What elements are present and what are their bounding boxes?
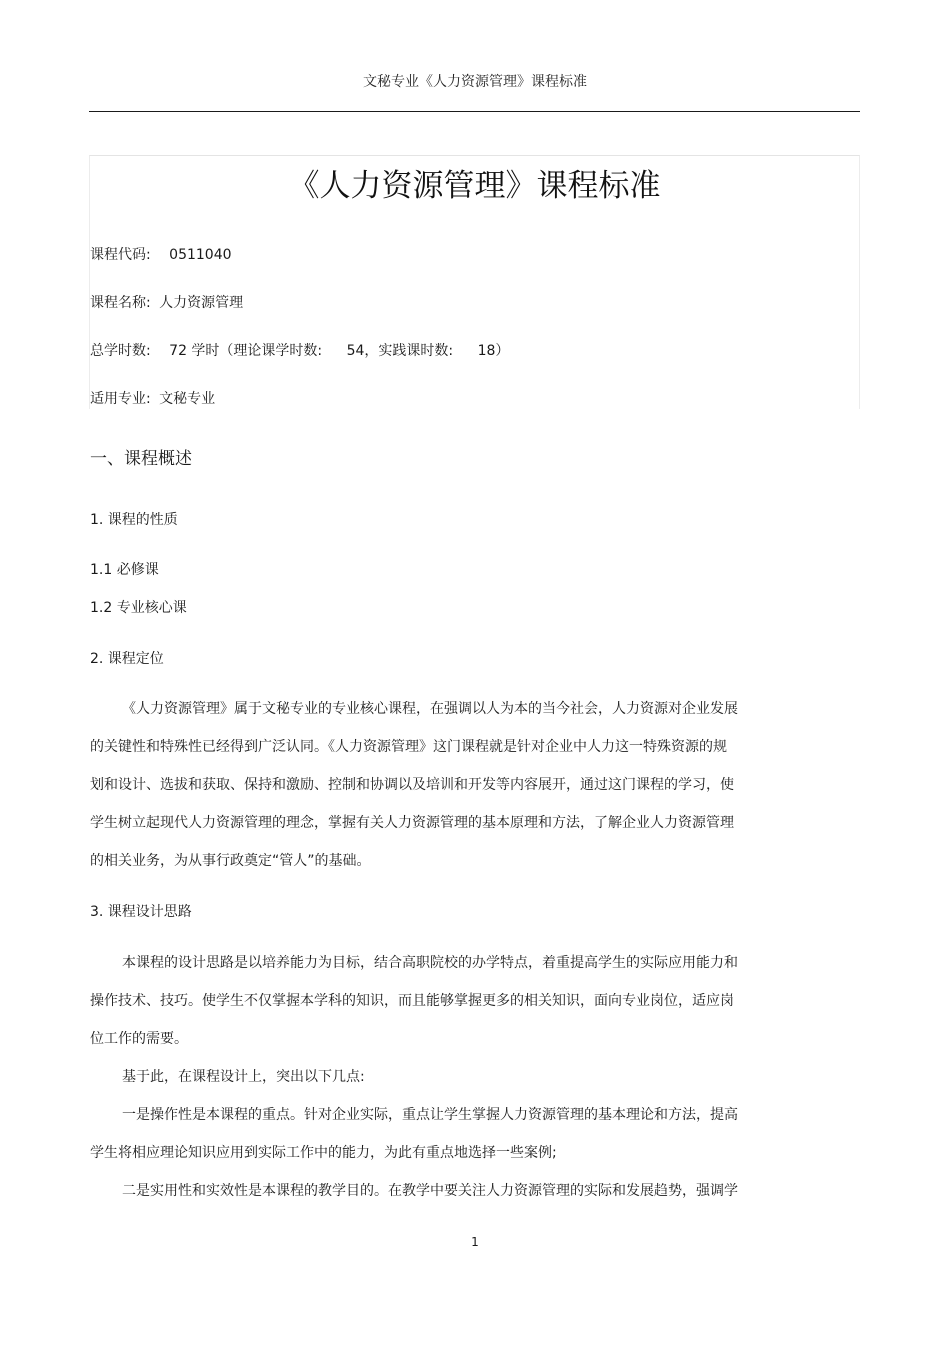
major-row bbox=[90, 388, 215, 408]
theory-hours-value: 54，实践课时数: bbox=[346, 343, 454, 359]
design-paragraph-line: 一是操作性是本课程的重点。针对企业实际，重点让学生掌握人力资源管理的基本理论和方法，提高 bbox=[122, 1107, 738, 1123]
position-paragraph-line: 《人力资源管理》属于文秘专业的专业核心课程，在强调以人为本的当今社会，人力资源对企业发展 bbox=[122, 701, 738, 717]
design-paragraph-line: 学生将相应理论知识应用到实际工作中的能力，为此有重点地选择一些案例; bbox=[90, 1145, 557, 1161]
page-number: 1 bbox=[471, 1235, 479, 1249]
design-heading: 3. 课程设计思路 bbox=[90, 904, 192, 920]
total-hours-value: 72 学时（理论课学时数: bbox=[169, 343, 323, 359]
course-name-label: 课程名称: bbox=[90, 295, 151, 311]
course-name-row bbox=[90, 292, 243, 312]
document-title: 《人力资源管理》课程标准 bbox=[288, 168, 661, 204]
design-paragraph-line: 操作技术、技巧。使学生不仅掌握本学科的知识，而且能够掌握更多的相关知识，面向专业岗位，适应岗 bbox=[90, 993, 734, 1009]
course-code-value: 0511040 bbox=[169, 247, 232, 263]
course-code-row bbox=[90, 244, 232, 264]
design-paragraph-line: 基于此，在课程设计上，突出以下几点: bbox=[122, 1069, 365, 1085]
major-value: 文秘专业 bbox=[159, 391, 216, 407]
design-paragraph-line: 位工作的需要。 bbox=[90, 1031, 188, 1047]
position-paragraph-line: 的关键性和特殊性已经得到广泛认同。《人力资源管理》这门课程就是针对企业中人力这一特殊资源的规 bbox=[90, 739, 727, 755]
major-label: 适用专业: bbox=[90, 391, 151, 407]
running-header: 文秘专业《人力资源管理》课程标准 bbox=[363, 74, 587, 90]
position-paragraph-line: 学生树立起现代人力资源管理的理念，掌握有关人力资源管理的基本原理和方法，了解企业人力资源管理 bbox=[90, 815, 734, 831]
position-paragraph-line: 划和设计、选拔和获取、保持和激励、控制和协调以及培训和开发等内容展开，通过这门课程的学习，使 bbox=[90, 777, 734, 793]
header-rule bbox=[89, 111, 860, 112]
nature-heading: 1. 课程的性质 bbox=[90, 512, 178, 528]
position-paragraph-line: 的相关业务，为从事行政奠定“管人”的基础。 bbox=[90, 853, 371, 869]
design-paragraph-line: 本课程的设计思路是以培养能力为目标，结合高职院校的办学特点，着重提高学生的实际应用能力和 bbox=[122, 955, 738, 971]
total-hours-row bbox=[90, 340, 509, 360]
total-hours-label: 总学时数: bbox=[90, 343, 151, 359]
nature-item: 1.2 专业核心课 bbox=[90, 600, 187, 616]
nature-item: 1.1 必修课 bbox=[90, 562, 159, 578]
design-paragraph-line: 二是实用性和实效性是本课程的教学目的。在教学中要关注人力资源管理的实际和发展趋势，强调学 bbox=[122, 1183, 738, 1199]
practice-hours-value: 18） bbox=[477, 343, 510, 359]
course-name-value: 人力资源管理 bbox=[159, 295, 244, 311]
course-code-label: 课程代码: bbox=[90, 247, 151, 263]
position-heading: 2. 课程定位 bbox=[90, 651, 164, 667]
section-heading-overview: 一、课程概述 bbox=[90, 449, 192, 469]
